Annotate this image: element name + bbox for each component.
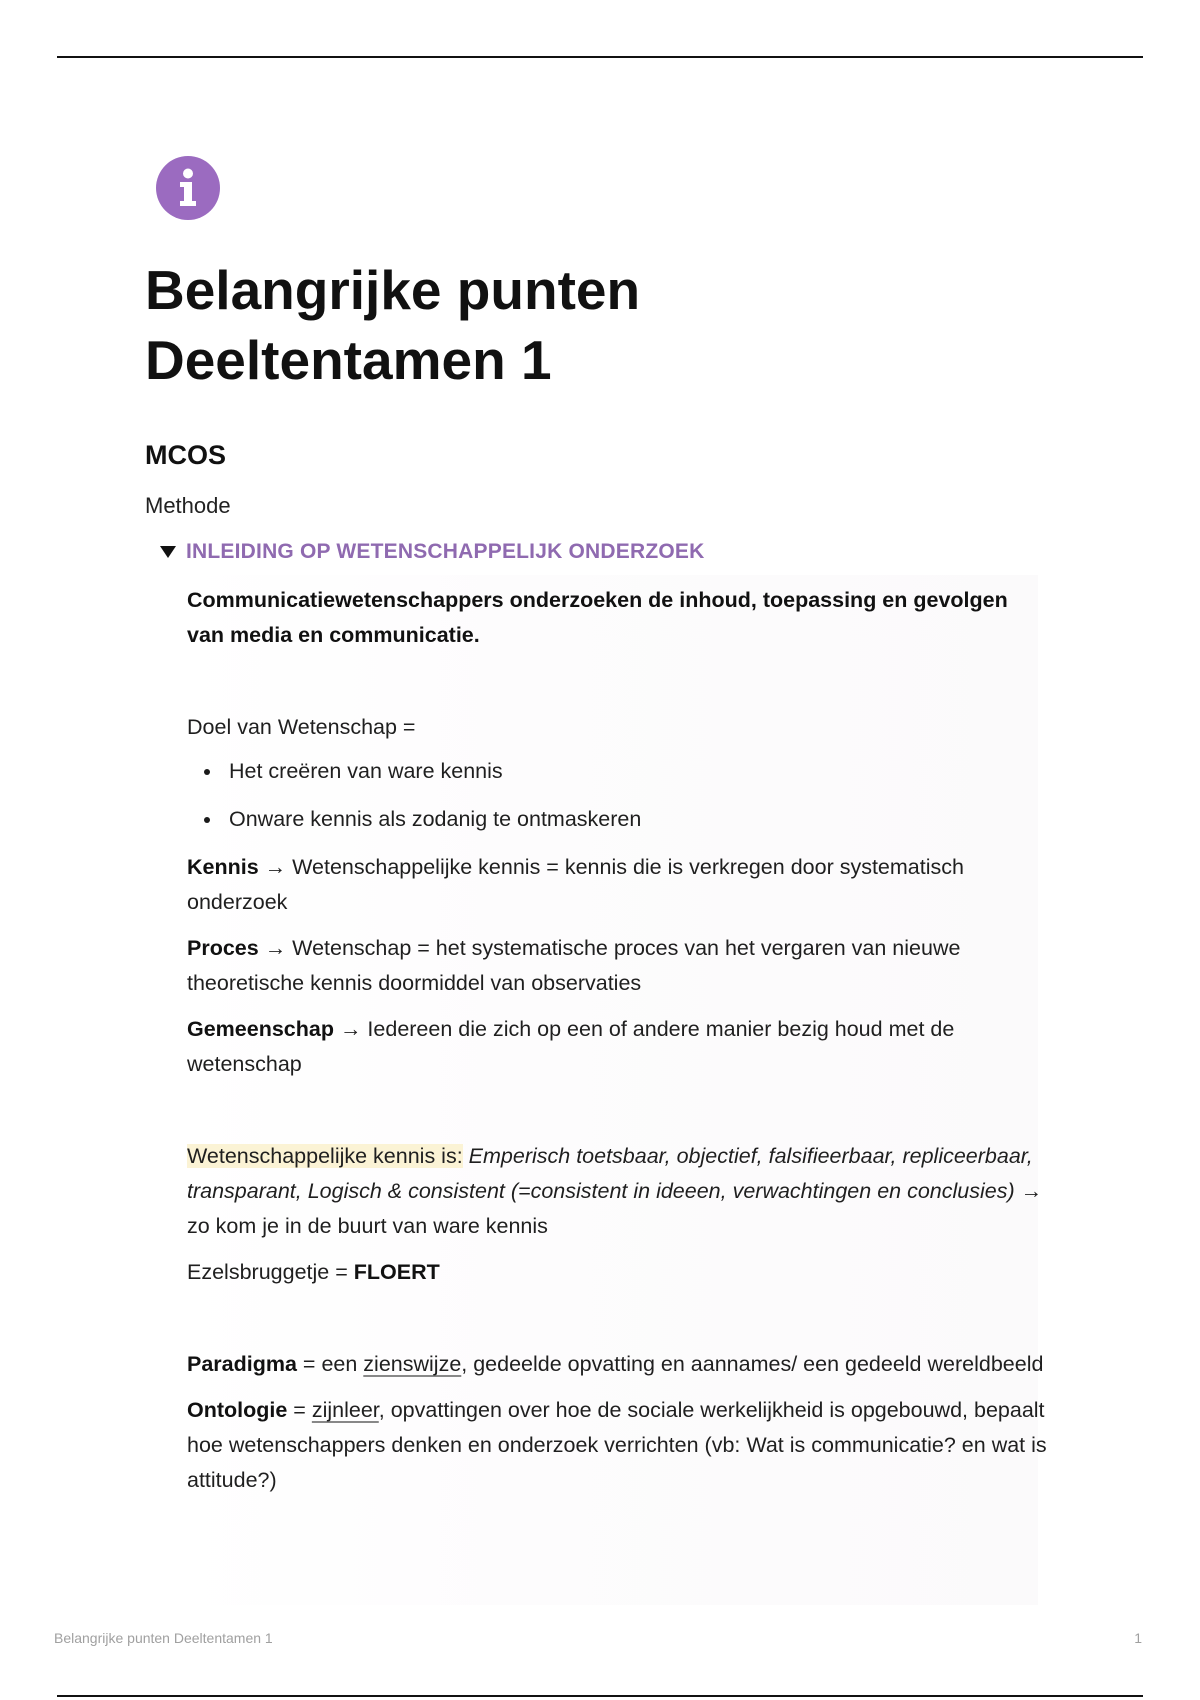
page-title-line-1: Belangrijke punten	[145, 259, 641, 321]
ezelsbruggetje-bold: FLOERT	[353, 1260, 440, 1284]
highlighted-text: Wetenschappelijke kennis is:	[187, 1144, 463, 1168]
gemeenschap-paragraph	[187, 1012, 1047, 1082]
paradigma-paragraph	[187, 1347, 1047, 1382]
info-icon	[155, 155, 221, 221]
list-item: Het creëren van ware kennis	[187, 754, 1047, 789]
paradigma-pre: = een	[296, 1352, 364, 1376]
toggle-inleiding[interactable]	[160, 540, 704, 564]
ontologie-post: , opvattingen over hoe de sociale werkelijkheid is opgebouwd, bepaalt hoe wetenschappers denken en onderzoek verrichten (vb: Wat is communicatie? en wat is attitude?)	[187, 1398, 1047, 1492]
criteria-rest: → zo kom je in de buurt van ware kennis	[187, 1179, 1043, 1238]
proces-text: → Wetenschap = het systematische proces van het vergaren van nieuwe theoretische kennis doormiddel van observaties	[187, 936, 961, 995]
proces-paragraph	[187, 931, 1047, 1001]
ontologie-pre: =	[287, 1398, 312, 1422]
ontologie-underlined: zijnleer	[311, 1398, 379, 1422]
proces-term: Proces	[187, 936, 259, 960]
kennis-paragraph	[187, 850, 1047, 920]
page-title	[145, 255, 945, 395]
top-rule	[57, 56, 1143, 58]
toggle-label: INLEIDING OP WETENSCHAPPELIJK ONDERZOEK	[186, 540, 705, 563]
kennis-term: Kennis	[187, 855, 259, 879]
gemeenschap-term: Gemeenschap	[187, 1017, 334, 1041]
paradigma-post: , gedeelde opvatting en aannames/ een gedeeld wereldbeeld	[461, 1352, 1044, 1376]
section-subheading: Methode	[145, 493, 231, 518]
paradigma-underlined: zienswijze	[363, 1352, 462, 1376]
paradigma-term: Paradigma	[187, 1352, 297, 1376]
wetenschappelijke-kennis-paragraph	[187, 1139, 1047, 1244]
toggle-content	[187, 583, 1047, 1498]
kennis-text: → Wetenschappelijke kennis = kennis die is verkregen door systematisch onderzoek	[187, 855, 964, 914]
bottom-rule	[57, 1695, 1143, 1697]
ezelsbruggetje-text: Ezelsbruggetje =	[187, 1260, 354, 1284]
intro-statement: Communicatiewetenschappers onderzoeken de inhoud, toepassing en gevolgen van media en communicatie.	[187, 588, 1008, 647]
footer-title: Belangrijke punten Deeltentamen 1	[54, 1630, 273, 1646]
ontologie-paragraph	[187, 1393, 1047, 1498]
triangle-down-icon[interactable]	[160, 546, 176, 558]
section-heading: MCOS	[145, 440, 226, 470]
criteria-italic: Emperisch toetsbaar, objectief, falsifieerbaar, repliceerbaar, transparant, Logisch & consistent (=consistent in ideeen, verwachtingen en conclusies)	[187, 1144, 1033, 1203]
doel-label: Doel van Wetenschap =	[187, 715, 416, 739]
doel-list	[187, 754, 1047, 837]
footer-page-number: 1	[1134, 1630, 1142, 1646]
ezelsbruggetje-paragraph	[187, 1255, 1047, 1290]
ontologie-term: Ontologie	[187, 1398, 288, 1422]
list-item: Onware kennis als zodanig te ontmaskeren	[187, 802, 1047, 837]
page-title-line-2: Deeltentamen 1	[145, 329, 552, 391]
gemeenschap-text: → Iedereen die zich op een of andere manier bezig houd met de wetenschap	[187, 1017, 955, 1076]
